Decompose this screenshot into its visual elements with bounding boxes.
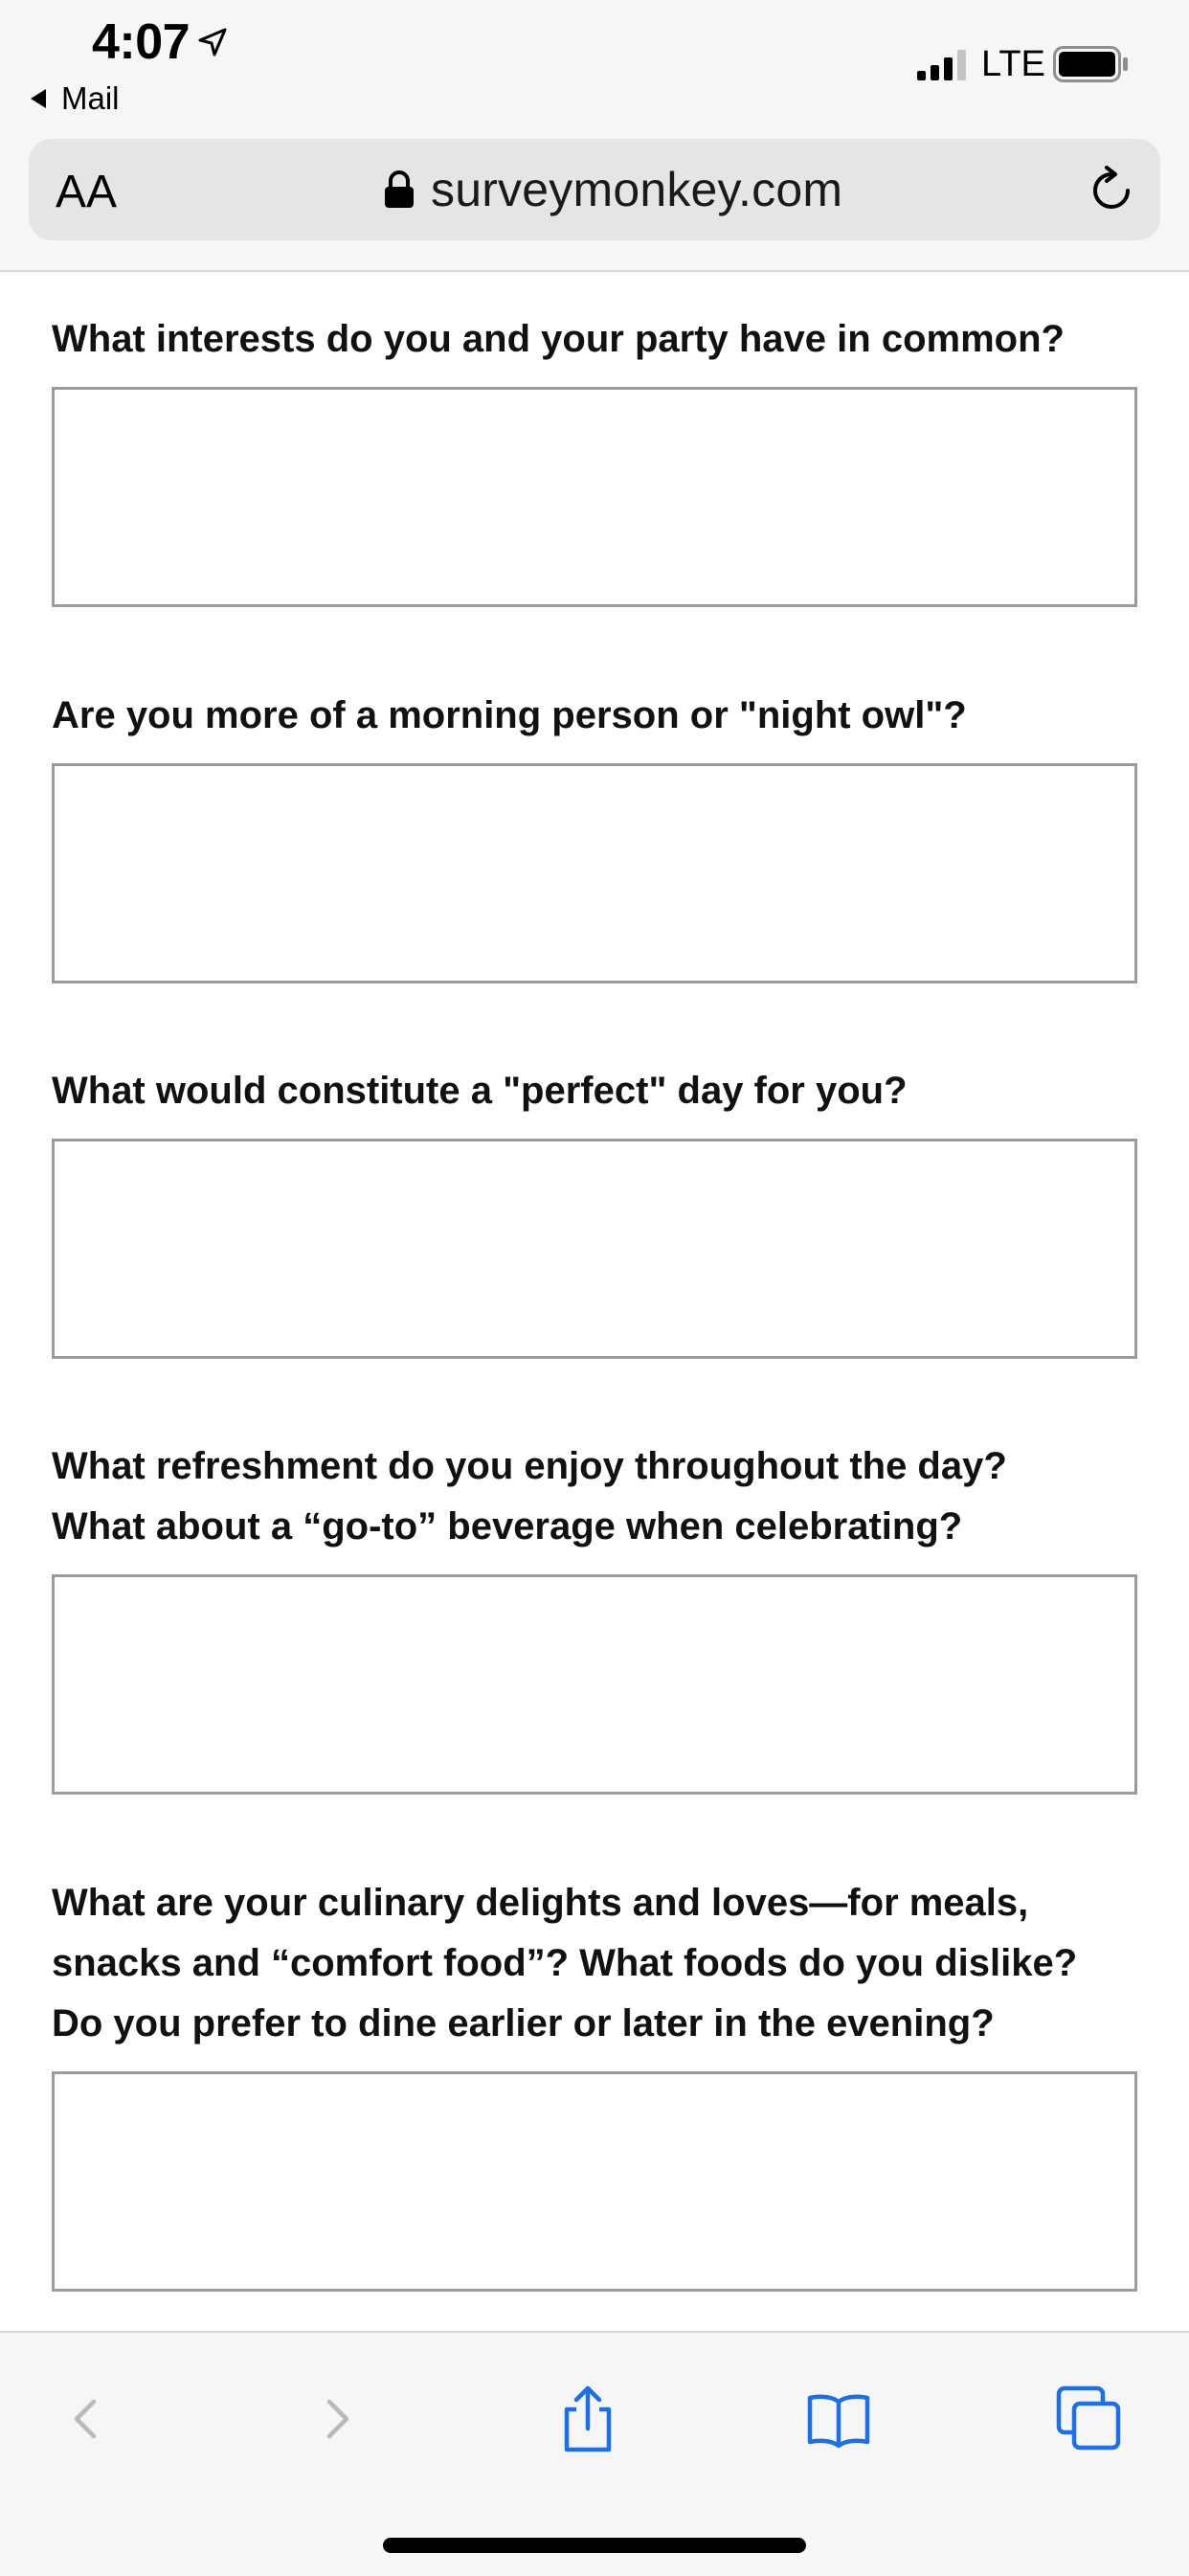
home-indicator[interactable] [383, 2538, 806, 2553]
forward-chevron-icon[interactable] [299, 2381, 375, 2457]
question-block [52, 1061, 1153, 1359]
question-line: What about a “go-to” beverage when celebrating? [52, 1505, 963, 1548]
survey-form [0, 272, 1189, 2331]
share-icon[interactable] [550, 2381, 626, 2457]
answer-textarea[interactable] [52, 387, 1137, 607]
question-line: Do you prefer to dine earlier or later in the evening? [52, 2002, 995, 2045]
text-size-button[interactable] [56, 166, 117, 218]
question-line: Are you more of a morning person or "night owl"? [52, 694, 967, 736]
answer-textarea[interactable] [52, 763, 1137, 983]
question-block [52, 1873, 1153, 2292]
question-block [52, 309, 1153, 607]
question-text [52, 1061, 1153, 1121]
answer-textarea[interactable] [52, 1574, 1137, 1795]
question-block [52, 686, 1153, 983]
question-text [52, 1436, 1153, 1557]
back-app-label: Mail [61, 80, 120, 116]
text-size-label: AA [56, 167, 118, 217]
back-to-mail-button[interactable] [29, 80, 120, 117]
back-chevron-icon[interactable] [48, 2381, 124, 2457]
network-type: LTE [981, 44, 1045, 84]
lock-icon [383, 169, 415, 210]
signal-bars-icon [917, 50, 971, 80]
status-time: 4:07 [92, 14, 191, 70]
bookmarks-icon[interactable] [800, 2381, 877, 2457]
question-line: snacks and “comfort food”? What foods do you dislike? [52, 1942, 1078, 1984]
battery-icon [1053, 46, 1130, 82]
reload-icon[interactable] [1089, 166, 1135, 215]
answer-textarea[interactable] [52, 2071, 1137, 2292]
question-line: What are your culinary delights and loves—for meals, [52, 1882, 1029, 1924]
question-text [52, 686, 1153, 746]
url-domain[interactable]: surveymonkey.com [431, 163, 843, 216]
address-bar[interactable] [29, 139, 1160, 240]
question-line: What interests do you and your party have in common? [52, 318, 1065, 360]
question-line: What refreshment do you enjoy throughout the day? [52, 1445, 1007, 1487]
back-triangle-icon [29, 88, 48, 109]
question-text [52, 309, 1153, 370]
location-arrow-icon [197, 27, 228, 57]
question-block [52, 1436, 1153, 1795]
answer-textarea[interactable] [52, 1139, 1137, 1359]
browser-toolbar [0, 2331, 1189, 2576]
question-text [52, 1873, 1153, 2054]
status-bar [0, 0, 1189, 129]
tabs-icon[interactable] [1051, 2381, 1128, 2457]
question-line: What would constitute a "perfect" day for you? [52, 1070, 908, 1112]
browser-top-bar [0, 129, 1189, 272]
